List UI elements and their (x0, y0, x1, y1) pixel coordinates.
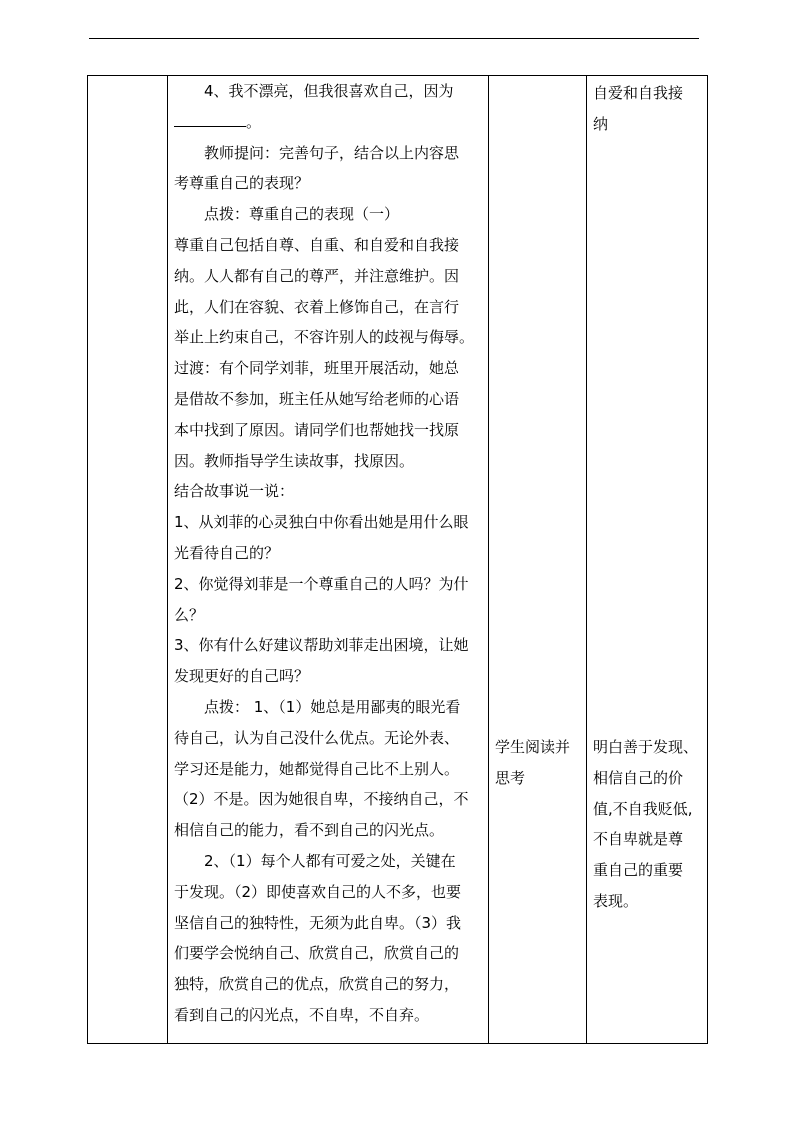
text-line-content: 。 (246, 112, 262, 131)
text-line-content: 4、我不漂亮，但我很喜欢自己，因为 (204, 82, 454, 100)
text-line: 重自己的重要 (593, 861, 684, 880)
text-line-content: 2、你觉得刘菲是一个尊重自己的人吗？为什 (174, 574, 469, 593)
design-intent-bottom-text (593, 732, 705, 917)
text-line (174, 877, 482, 908)
table-row (88, 76, 708, 1044)
text-line-content: 结合故事说一说： (174, 482, 295, 501)
text-line (174, 784, 482, 815)
text-line (174, 538, 482, 569)
text-line (174, 846, 482, 877)
text-line: 不自卑就是尊 (593, 830, 684, 849)
text-line-content: 3、你有什么好建议帮助刘菲走出困境，让她 (174, 636, 469, 655)
lesson-plan-table (87, 75, 708, 1044)
text-line (174, 261, 482, 292)
student-activity-cell (489, 76, 587, 1044)
text-line (174, 507, 482, 538)
text-line: 自爱和自我接 (593, 84, 684, 102)
text-line-content: 待自己，认为自己没什么优点。无论外表、 (174, 728, 460, 747)
text-line-content: 光看待自己的？ (174, 543, 280, 562)
text-line (174, 76, 482, 107)
text-line-content: 过渡：有个同学刘菲，班里开展活动，她总 (174, 359, 460, 378)
text-line-content: 坚信自己的独特性，无须为此自卑。（3）我 (174, 913, 462, 932)
text-line (174, 384, 482, 415)
text-line-content: 么？ (174, 605, 205, 624)
text-line (174, 969, 482, 1000)
teaching-process-cell (168, 76, 489, 1044)
text-line (174, 908, 482, 939)
text-line (174, 630, 482, 661)
text-line: 相信自己的价 (593, 768, 684, 787)
design-intent-top-text (593, 78, 705, 140)
text-line (174, 600, 482, 631)
text-line (174, 938, 482, 969)
text-line (174, 569, 482, 600)
teaching-process-text (174, 76, 482, 1031)
text-line-content: 点拨： 1、（1）她总是用鄙夷的眼光看 (204, 697, 461, 716)
text-line (174, 661, 482, 692)
text-line (174, 138, 482, 169)
text-line (174, 476, 482, 507)
text-line (174, 692, 482, 723)
text-line: 纳 (593, 114, 609, 133)
text-line (174, 107, 482, 138)
text-line (174, 292, 482, 323)
design-intent-cell (587, 76, 708, 1044)
header-rule (89, 38, 699, 39)
text-line-content: 1、从刘菲的心灵独白中你看出她是用什么眼 (174, 513, 469, 532)
text-line: 表现。 (593, 891, 639, 910)
text-line: 学生阅读并 (495, 738, 571, 756)
text-line-content: 因。教师指导学生读故事，找原因。 (174, 451, 415, 470)
text-line-content: 们要学会悦纳自己、欣赏自己，欣赏自己的 (174, 944, 460, 963)
text-line (174, 415, 482, 446)
text-line-content: 考尊重自己的表现？ (174, 174, 310, 193)
text-line (174, 353, 482, 384)
text-line-content: 教师提问：完善句子，结合以上内容思 (204, 143, 460, 162)
text-line (174, 199, 482, 230)
text-line: 值,不自我贬低, (593, 799, 693, 818)
text-line-content: 相信自己的能力，看不到自己的闪光点。 (174, 821, 445, 840)
text-line-content: 2、（1）每个人都有可爱之处，关键在 (204, 851, 456, 870)
text-line-content: 尊重自己包括自尊、自重、和自爱和自我接 (174, 235, 460, 254)
text-line-content: 此，人们在容貌、衣着上修饰自己，在言行 (174, 297, 460, 316)
text-line (174, 230, 482, 261)
student-activity-text (495, 732, 585, 794)
text-line-content: 本中找到了原因。请同学们也帮她找一找原 (174, 420, 460, 439)
text-line-content: 独特，欣赏自己的优点，欣赏自己的努力， (174, 975, 460, 994)
text-line-content: 于发现。（2）即使喜欢自己的人不多，也要 (174, 882, 462, 901)
text-line (174, 723, 482, 754)
text-line: 明白善于发现、 (593, 738, 699, 756)
text-line (174, 1000, 482, 1031)
text-line: 思考 (495, 768, 526, 787)
text-line (174, 322, 482, 353)
text-line-content: 纳。人人都有自己的尊严，并注意维护。因 (174, 266, 460, 285)
text-line-content: 是借故不参加，班主任从她写给老师的心语 (174, 389, 460, 408)
text-line (174, 168, 482, 199)
fill-in-blank (174, 108, 246, 127)
text-line-content: （2）不是。因为她很自卑，不接纳自己，不 (174, 790, 469, 809)
text-line-content: 举止上约束自己，不容许别人的歧视与侮辱。 (174, 328, 475, 347)
text-line (174, 815, 482, 846)
text-line-content: 点拨：尊重自己的表现（一） (204, 205, 400, 224)
text-line-content: 看到自己的闪光点，不自卑，不自弃。 (174, 1005, 430, 1024)
text-line (174, 754, 482, 785)
text-line-content: 学习还是能力，她都觉得自己比不上别人。 (174, 759, 460, 778)
stage-cell (88, 76, 168, 1044)
text-line (174, 446, 482, 477)
text-line-content: 发现更好的自己吗？ (174, 667, 310, 686)
